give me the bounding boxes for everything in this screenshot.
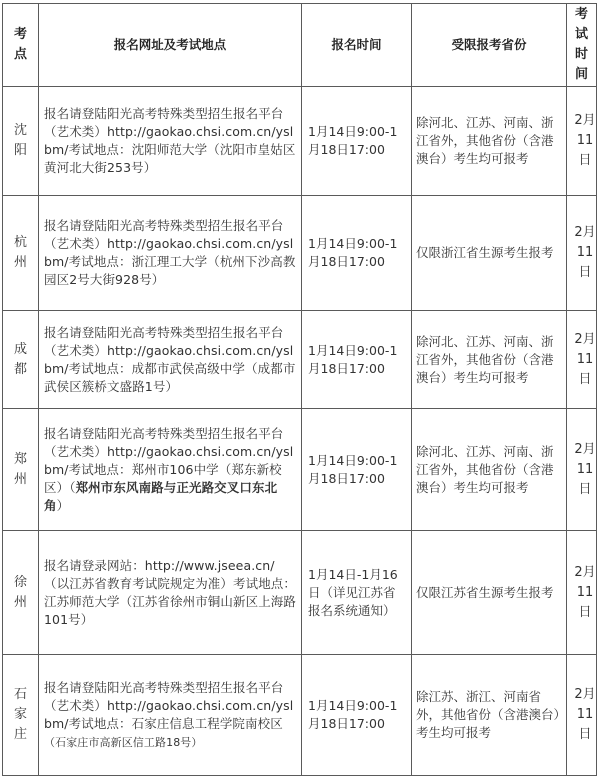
header-site: 考点 <box>3 4 39 87</box>
exam-date-cell: 2月11日 <box>567 531 597 655</box>
address-small-text: （石家庄市高新区信工路18号） <box>44 735 203 749</box>
site-cell: 成都 <box>3 311 39 409</box>
header-time: 报名时间 <box>302 4 412 87</box>
address-end: ） <box>56 497 70 513</box>
time-cell: 1月14日9:00-1月18日17:00 <box>302 196 412 311</box>
address-text: 报名请登陆阳光高考特殊类型招生报名平台（艺术类）http://gaokao.chsi.com.cn/yslbm/考试地点：石家庄信息工程学院南校区 <box>44 679 294 731</box>
exam-date-cell: 2月11日 <box>567 655 597 776</box>
provinces-cell: 仅限浙江省生源考生报考 <box>412 196 567 311</box>
header-provinces: 受限报考省份 <box>412 4 567 87</box>
table-row <box>3 311 597 409</box>
table-row <box>3 655 597 776</box>
provinces-cell: 除河北、江苏、河南、浙江省外，其他省份（含港澳台）考生均可报考 <box>412 409 567 531</box>
table-row <box>3 87 597 196</box>
site-cell: 石家庄 <box>3 655 39 776</box>
exam-site-table <box>2 3 597 776</box>
table-header-row <box>3 4 597 87</box>
provinces-cell: 仅限江苏省生源考生报考 <box>412 531 567 655</box>
exam-date-cell: 2月11日 <box>567 311 597 409</box>
address-cell: 报名请登陆阳光高考特殊类型招生报名平台（艺术类）http://gaokao.chsi.com.cn/yslbm/考试地点：成都市武侯高级中学（成都市武侯区簇桥文盛路1号） <box>39 311 302 409</box>
time-cell: 1月14日9:00-1月18日17:00 <box>302 655 412 776</box>
site-cell: 郑州 <box>3 409 39 531</box>
time-cell: 1月14日9:00-1月18日17:00 <box>302 311 412 409</box>
site-cell: 杭州 <box>3 196 39 311</box>
provinces-cell: 除河北、江苏、河南、浙江省外，其他省份（含港澳台）考生均可报考 <box>412 311 567 409</box>
provinces-cell: 除江苏、浙江、河南省外，其他省份（含港澳台）考生均可报考 <box>412 655 567 776</box>
table-row <box>3 531 597 655</box>
exam-date-cell: 2月11日 <box>567 196 597 311</box>
exam-date-cell: 2月11日 <box>567 409 597 531</box>
time-cell: 1月14日-1月16日（详见江苏省报名系统通知） <box>302 531 412 655</box>
address-text: 报名请登陆阳光高考特殊类型招生报名平台（艺术类）http://gaokao.chsi.com.cn/yslbm/考试地点：郑州市106中学（郑东新校区）（ <box>44 425 294 495</box>
site-cell: 徐州 <box>3 531 39 655</box>
exam-date-cell: 2月11日 <box>567 87 597 196</box>
address-cell <box>39 409 302 531</box>
site-cell: 沈阳 <box>3 87 39 196</box>
address-bold-text: 郑州市东风南路与正光路交叉口东北角 <box>44 479 278 513</box>
table-row <box>3 196 597 311</box>
address-cell: 报名请登录网站：http://www.jseea.cn/（以江苏省教育考试院规定为准）考试地点：江苏师范大学（江苏省徐州市铜山新区上海路101号） <box>39 531 302 655</box>
time-cell: 1月14日9:00-1月18日17:00 <box>302 87 412 196</box>
time-cell: 1月14日9:00-1月18日17:00 <box>302 409 412 531</box>
address-cell: 报名请登陆阳光高考特殊类型招生报名平台（艺术类）http://gaokao.chsi.com.cn/yslbm/考试地点：浙江理工大学（杭州下沙高教园区2号大街928号） <box>39 196 302 311</box>
header-exam-time: 考试时间 <box>567 4 597 87</box>
header-address: 报名网址及考试地点 <box>39 4 302 87</box>
provinces-cell: 除河北、江苏、河南、浙江省外，其他省份（含港澳台）考生均可报考 <box>412 87 567 196</box>
address-cell: 报名请登陆阳光高考特殊类型招生报名平台（艺术类）http://gaokao.chsi.com.cn/yslbm/考试地点：沈阳师范大学（沈阳市皇姑区黄河北大街253号） <box>39 87 302 196</box>
table-row <box>3 409 597 531</box>
address-cell <box>39 655 302 776</box>
